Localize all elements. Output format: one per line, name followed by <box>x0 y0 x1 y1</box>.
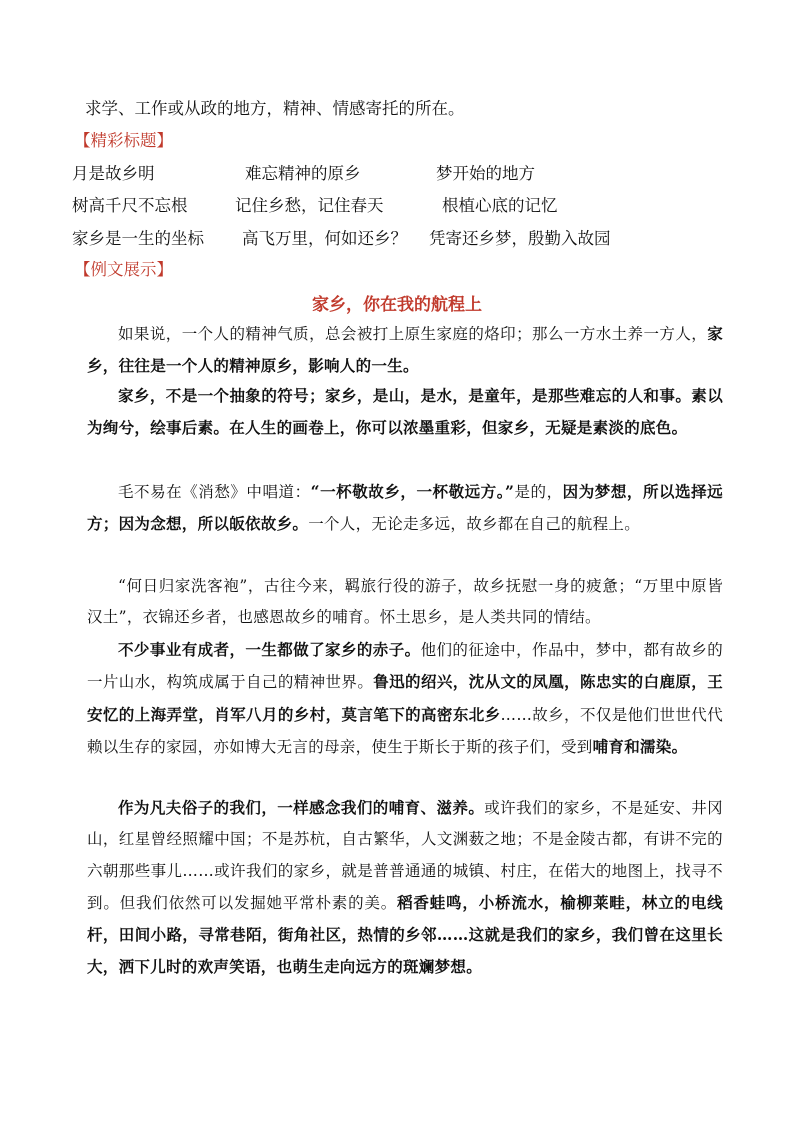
bold-text-segment: 因为梦想，所以选择远方；因为念想，所以皈依故乡。 <box>87 482 723 534</box>
text-segment: “何日归家洗客袍”，古往今来，羁旅行役的游子，故乡抚慰一身的疲惫；“万里中原皆汉土”，衣锦还乡者，也感恩故乡的哺育。怀土思乡，是人类共同的情结。 <box>87 577 723 627</box>
title-entry: 高飞万里，何如还乡？ <box>242 229 407 248</box>
title-entry: 树高千尺不忘根 <box>72 196 188 215</box>
intro-line: 求学、工作或从政的地方，精神、情感寄托的所在。 <box>85 99 465 118</box>
text-segment: 一个人，无论走多远，故乡都在自己的航程上。 <box>308 515 641 534</box>
title-entry: 梦开始的地方 <box>436 164 535 183</box>
text-segment: 是的， <box>514 483 563 501</box>
bold-text-segment: “一杯敬故乡，一杯敬远方。” <box>310 482 515 501</box>
essay-paragraph <box>87 476 723 541</box>
bold-text-segment: 家乡，不是一个抽象的符号；家乡，是山，是水，是童年，是那些难忘的人和事。素以为绚兮，绘事后素。在人生的画卷上，你可以浓墨重彩，但家乡，无疑是素淡的底色。 <box>87 386 723 438</box>
section-heading-titles: 【精彩标题】 <box>74 131 173 150</box>
title-entry: 记住乡愁，记住春天 <box>235 196 384 215</box>
text-segment: 毛不易在《消愁》中唱道： <box>118 483 311 501</box>
title-entry: 凭寄还乡梦，殷勤入故园 <box>429 229 611 248</box>
essay-paragraph <box>87 792 723 984</box>
bold-text-segment: 作为凡夫俗子的我们，一样感念我们的哺育、滋养。 <box>118 798 485 817</box>
text-segment: 如果说，一个人的精神气质，总会被打上原生家庭的烙印；那么一方水土养一方人， <box>118 325 708 343</box>
essay-paragraph <box>87 318 723 383</box>
essay-paragraph <box>87 380 723 445</box>
essay-paragraph <box>87 634 723 763</box>
essay-title: 家乡，你在我的航程上 <box>312 295 482 315</box>
bold-text-segment: 鲁迅的绍兴，沈从文的凤凰，陈忠实的白鹿原，王安忆的上海弄堂，肖军八月的乡村，莫言笔下的高密东北乡 <box>87 672 723 724</box>
title-entry: 难忘精神的原乡 <box>245 164 361 183</box>
bold-text-segment: 家乡，往往是一个人的精神原乡，影响人的一生。 <box>87 324 723 376</box>
bold-text-segment: 稻香蛙鸣，小桥流水，榆柳莱畦，林立的电线杆，田间小路，寻常巷陌，街角社区，热情的乡邻……这就是我们的家乡，我们曾在这里长大，洒下儿时的欢声笑语，也萌生走向远方的斑斓梦想。 <box>87 892 723 977</box>
bold-text-segment: 哺育和濡染。 <box>592 736 688 756</box>
bold-text-segment: 不少事业有成者，一生都做了家乡的赤子。 <box>118 640 421 659</box>
title-entry: 家乡是一生的坐标 <box>72 229 204 248</box>
text-segment: 或许我们的家乡，不是延安、井冈山，红星曾经照耀中国；不是苏杭，自古繁华，人文渊薮之地；不是金陵古都，有讲不完的六朝那些事儿……或许我们的家乡，就是普普通通的城镇、村庄，在偌大的地图上，找寻不到。但我们依然可以发掘她平常朴素的美。 <box>87 799 723 912</box>
text-segment: ……故乡，不仅是他们世世代代赖以生存的家园，亦如博大无言的母亲，使生于斯长于斯的孩子们，受到 <box>87 705 723 756</box>
text-segment: 他们的征途中，作品中，梦中，都有故乡的一片山水，构筑成属于自己的精神世界。 <box>87 641 723 692</box>
essay-paragraph <box>87 571 723 634</box>
title-entry: 根植心底的记忆 <box>442 196 558 215</box>
title-entry: 月是故乡明 <box>72 164 155 183</box>
section-heading-example: 【例文展示】 <box>74 260 173 279</box>
